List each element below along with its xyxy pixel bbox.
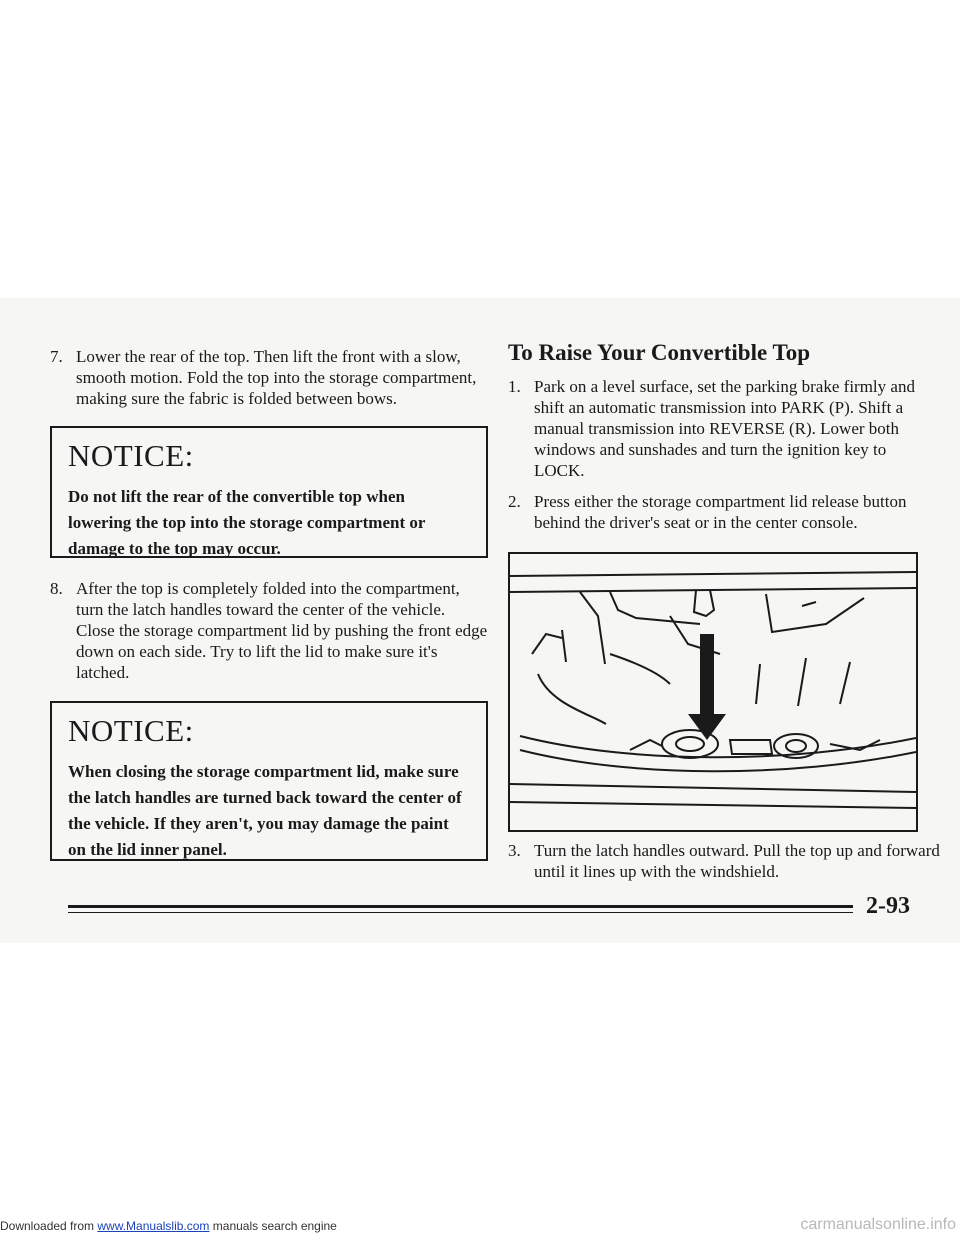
footer-prefix: Downloaded from — [0, 1219, 98, 1233]
notice-heading: NOTICE: — [68, 713, 194, 748]
step-text: Press either the storage compartment lid release button behind the driver's seat or in the center console. — [534, 492, 907, 532]
page-rule — [68, 905, 853, 908]
step-text: Turn the latch handles outward. Pull the top up and forward until it lines up with the windshield. — [534, 841, 940, 881]
left-column — [50, 340, 488, 861]
step-7 — [50, 346, 488, 409]
step-number: 1. — [508, 377, 521, 396]
notice-box-1 — [50, 426, 488, 558]
download-footer — [0, 1219, 337, 1233]
page-number: 2-93 — [866, 893, 910, 919]
page-rule-thin — [68, 912, 853, 913]
latch-handle-drawing — [510, 554, 916, 830]
step-number: 8. — [50, 579, 63, 598]
notice-body: Do not lift the rear of the convertible top when lowering the top into the storage compartment or damage to the top may occur. — [68, 487, 426, 558]
footer-link[interactable]: www.Manualslib.com — [97, 1219, 210, 1233]
step-text: Park on a level surface, set the parking brake firmly and shift an automatic transmission into PARK (P). Shift a manual transmission into REVERSE (R). Lower both windows and sunshades and turn the ignition key to LOCK. — [534, 377, 915, 480]
step-text: After the top is completely folded into the compartment, turn the latch handles toward the center of the vehicle. Close the storage compartment lid by pushing the front edge down on each side. Try to lift the lid to make sure it's latched. — [76, 579, 488, 682]
step-1 — [508, 376, 918, 481]
notice-box-2 — [50, 701, 488, 861]
storage-compartment-illustration — [508, 552, 918, 832]
right-column — [508, 340, 918, 533]
step-2 — [508, 491, 918, 533]
step-8 — [50, 578, 488, 683]
notice-body: When closing the storage compartment lid, make sure the latch handles are turned back toward the center of the vehicle. If they aren't, you may damage the paint on the lid inner panel. — [68, 762, 462, 859]
step-number: 2. — [508, 492, 521, 511]
watermark: carmanualsonline.info — [800, 1216, 956, 1233]
step-number: 3. — [508, 841, 521, 860]
step-3 — [508, 840, 944, 882]
section-title: To Raise Your Convertible Top — [508, 340, 811, 365]
footer-suffix: manuals search engine — [209, 1219, 337, 1233]
notice-heading: NOTICE: — [68, 438, 194, 473]
step-number: 7. — [50, 347, 63, 366]
step-text: Lower the rear of the top. Then lift the front with a slow, smooth motion. Fold the top into the storage compartment, making sure the fabric is folded between bows. — [76, 347, 477, 408]
